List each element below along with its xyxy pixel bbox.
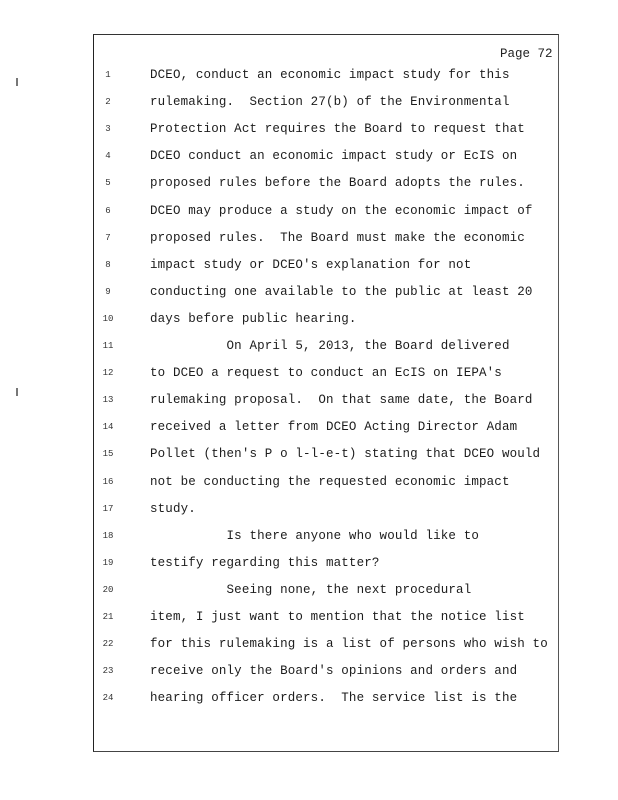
line-number: 21 [102,612,114,622]
line-number: 11 [102,341,114,351]
line-number: 16 [102,476,114,487]
line-number: 3 [105,124,111,135]
transcript-line: for this rulemaking is a list of persons who wish to [150,637,548,652]
transcript-line: study. [150,501,196,516]
transcript-line: not be conducting the requested economic impact [150,474,510,489]
transcript-line: On April 5, 2013, the Board delivered [150,339,510,353]
line-number: 19 [102,557,114,568]
line-number: 23 [102,666,114,677]
transcript-line: Pollet (then's P o l-l-e-t) stating that DCEO would [150,447,541,462]
transcript-line: days before public hearing. [150,311,357,326]
margin-mark [16,388,18,396]
line-number: 5 [105,178,111,189]
margin-mark [16,78,18,86]
line-number: 18 [102,530,114,541]
transcript-line: item, I just want to mention that the notice list [150,610,525,624]
line-number: 10 [102,313,114,324]
transcript-line: to DCEO a request to conduct an EcIS on IEPA's [150,366,502,381]
line-number: 17 [102,503,114,514]
transcript-line: Protection Act requires the Board to request that [150,122,525,137]
line-number: 12 [102,368,114,379]
transcript-line: receive only the Board's opinions and orders and [150,664,518,679]
line-number: 22 [102,639,114,650]
line-number: 1 [105,70,111,80]
transcript-line: hearing officer orders. The service list is the [150,691,518,706]
line-number: 15 [102,449,114,460]
transcript-line: proposed rules before the Board adopts the rules. [150,176,525,191]
line-number: 20 [102,584,114,595]
line-number: 9 [105,286,111,297]
line-number: 24 [102,693,114,704]
transcript-line: Seeing none, the next procedural [150,582,472,597]
transcript-line: received a letter from DCEO Acting Director Adam [150,420,518,435]
transcript-line: Is there anyone who would like to [150,528,480,543]
transcript-line: DCEO conduct an economic impact study or EcIS on [150,149,518,164]
transcript-line: DCEO may produce a study on the economic impact of [150,203,533,218]
line-number: 2 [105,97,111,108]
line-number: 6 [105,205,111,216]
transcript-line: impact study or DCEO's explanation for not [150,257,472,272]
transcript-line: proposed rules. The Board must make the economic [150,230,525,245]
line-number: 14 [102,422,114,433]
transcript-line: conducting one available to the public at least 20 [150,284,533,299]
transcript-line: rulemaking. Section 27(b) of the Environmental [150,95,510,110]
line-number: 13 [102,395,114,406]
line-number: 4 [105,151,111,162]
line-number: 8 [105,259,111,270]
page-number: Page 72 [500,47,553,61]
transcript-line: testify regarding this matter? [150,555,380,570]
transcript-line: DCEO, conduct an economic impact study for this [150,68,510,82]
transcript-line: rulemaking proposal. On that same date, the Board [150,393,533,408]
line-number: 7 [105,232,111,243]
